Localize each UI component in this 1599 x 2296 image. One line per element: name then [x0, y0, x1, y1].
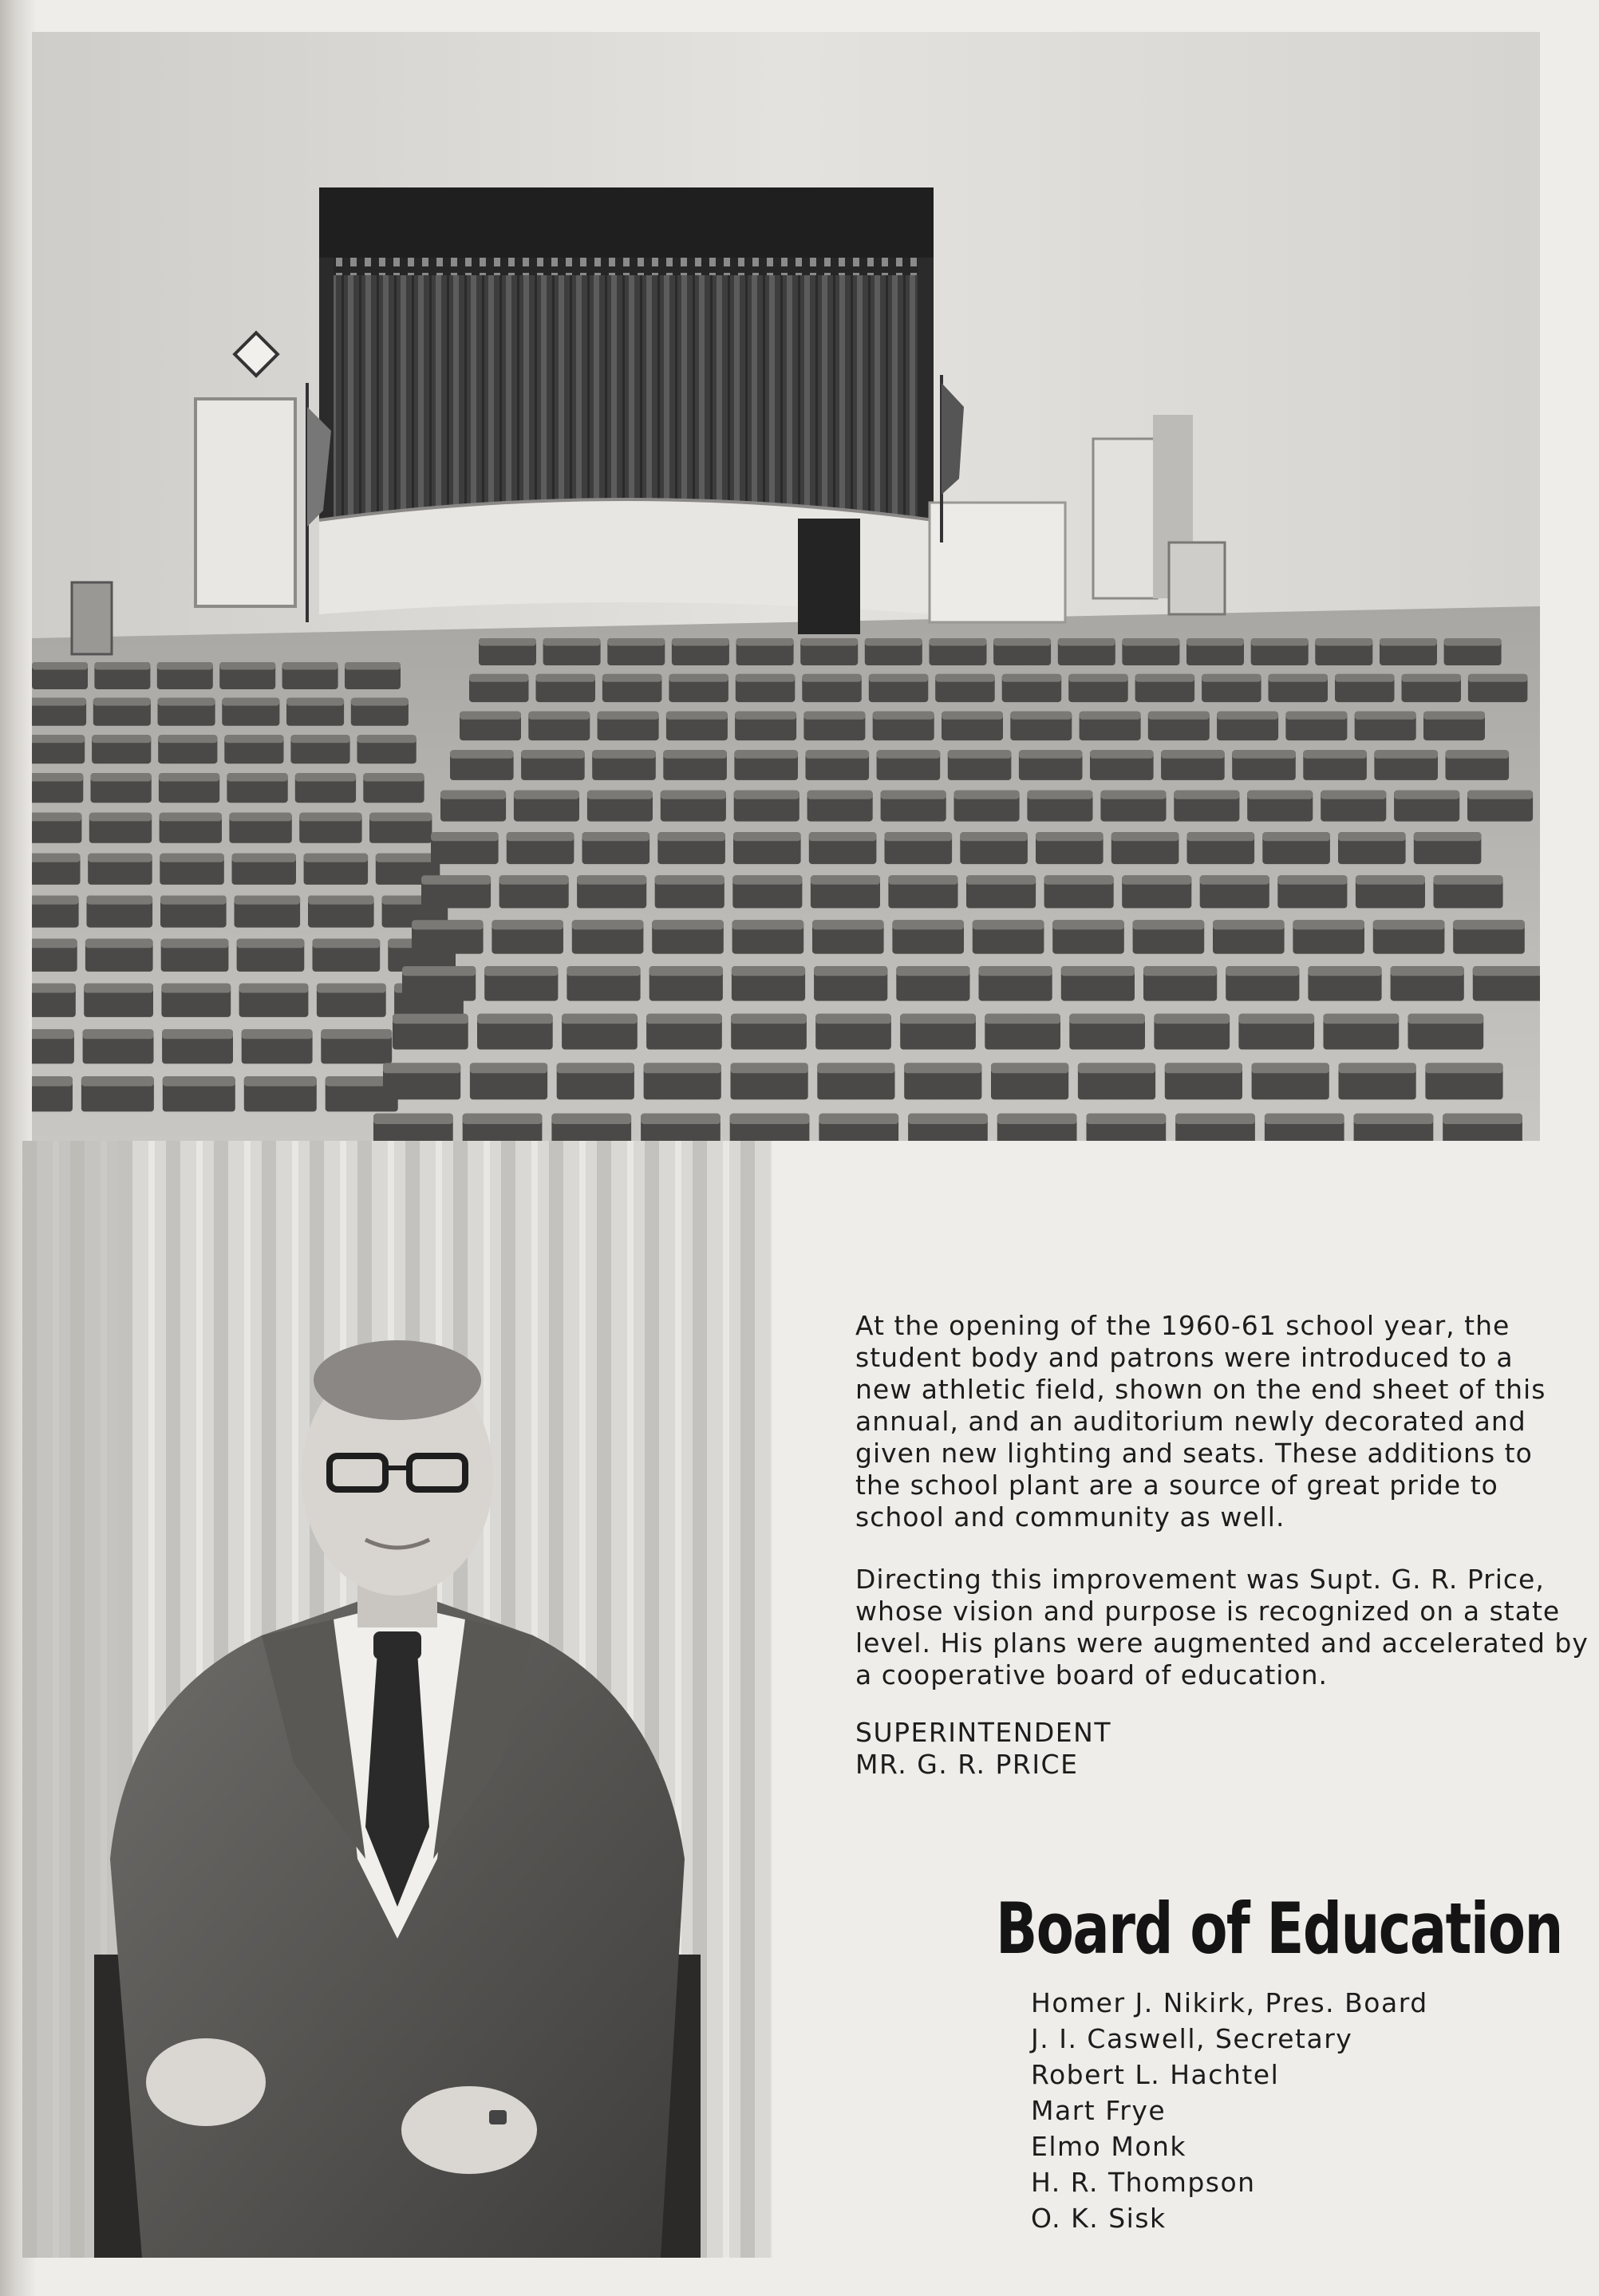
- board-member-list: [1031, 1985, 1428, 2236]
- superintendent-name: MR. G. R. PRICE: [855, 1749, 1079, 1780]
- board-member: O. K. Sisk: [1031, 2203, 1167, 2234]
- board-member: H. R. Thompson: [1031, 2167, 1256, 2198]
- board-member: J. I. Caswell, Secretary: [1031, 2023, 1353, 2054]
- superintendent-caption: [855, 1717, 1111, 1781]
- board-member: Elmo Monk: [1031, 2131, 1187, 2162]
- board-of-education-heading: Board of Education: [996, 1888, 1562, 1970]
- superintendent-title: SUPERINTENDENT: [855, 1717, 1111, 1748]
- auditorium-illustration: [32, 32, 1540, 1141]
- portrait-illustration: [22, 1141, 772, 2258]
- superintendent-portrait: [22, 1141, 772, 2258]
- improvement-paragraph: Directing this improvement was Supt. G. R. Price, whose vision and purpose is recognized on a state level. His plans were augmented and accelerated by a cooperative board of education.: [855, 1564, 1589, 1690]
- board-member: Homer J. Nikirk, Pres. Board: [1031, 1987, 1428, 2018]
- board-member: Robert L. Hachtel: [1031, 2059, 1280, 2090]
- board-member: Mart Frye: [1031, 2095, 1167, 2126]
- auditorium-photo: [32, 32, 1540, 1141]
- intro-paragraph: At the opening of the 1960-61 school year, the student body and patrons were introduced to a new athletic field, shown on the end sheet of this annual, and an auditorium newly decorated and given new lighting and seats. These additions to the school plant are a source of great pride to school and community as well.: [855, 1310, 1546, 1533]
